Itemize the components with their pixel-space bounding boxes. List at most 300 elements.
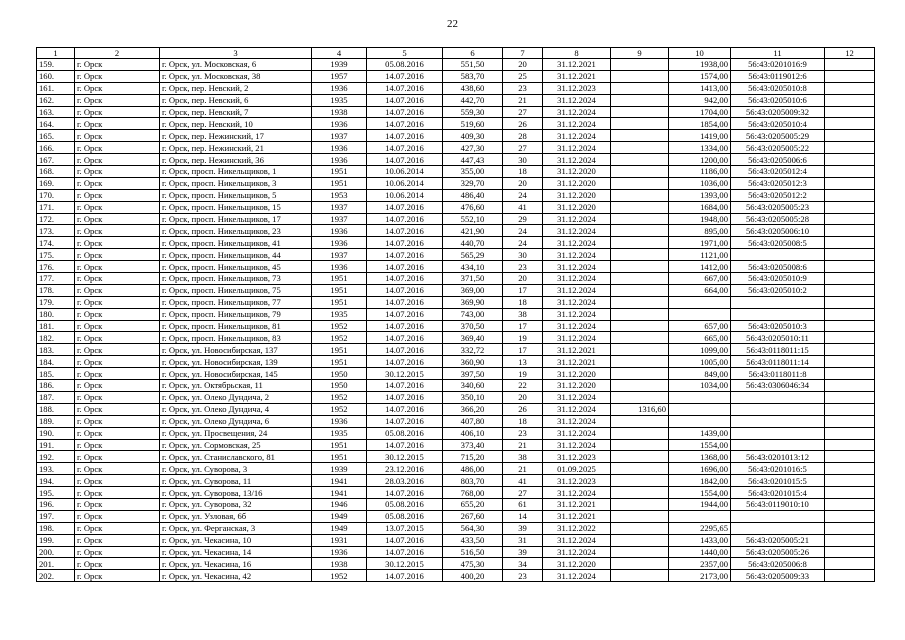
row-number-cell: 162.	[37, 94, 75, 106]
cadastral-number-cell: 56:43:0201015:4	[731, 487, 825, 499]
col-12-cell	[825, 308, 875, 320]
residents-cell: 20	[503, 177, 543, 189]
col-12-cell	[825, 225, 875, 237]
build-year-cell: 1937	[312, 201, 367, 213]
table-row	[37, 451, 875, 463]
col-9-cell	[611, 391, 669, 403]
date-cell: 14.07.2016	[367, 201, 443, 213]
deadline-cell: 31.12.2024	[543, 534, 611, 546]
address-cell: г. Орск, просп. Никельщиков, 41	[160, 237, 312, 249]
residents-cell: 27	[503, 142, 543, 154]
address-cell: г. Орск, ул. Новосибирская, 145	[160, 368, 312, 380]
address-cell: г. Орск, просп. Никельщиков, 73	[160, 273, 312, 285]
row-number-cell: 161.	[37, 82, 75, 94]
col-12-cell	[825, 284, 875, 296]
residents-cell: 39	[503, 546, 543, 558]
col-9-cell	[611, 487, 669, 499]
cost-cell: 1121,00	[669, 249, 731, 261]
locality-cell: г. Орск	[75, 510, 160, 522]
cost-cell	[669, 415, 731, 427]
row-number-cell: 193.	[37, 463, 75, 475]
column-header-6: 6	[443, 48, 503, 59]
residents-cell: 41	[503, 475, 543, 487]
residents-cell: 26	[503, 403, 543, 415]
cadastral-number-cell: 56:43:0118011:8	[731, 368, 825, 380]
area-cell: 373,40	[443, 439, 503, 451]
table-row	[37, 225, 875, 237]
col-9-cell	[611, 534, 669, 546]
table-row	[37, 166, 875, 178]
col-9-cell	[611, 94, 669, 106]
deadline-cell: 31.12.2024	[543, 154, 611, 166]
deadline-cell: 31.12.2020	[543, 166, 611, 178]
locality-cell: г. Орск	[75, 380, 160, 392]
page-number: 22	[447, 18, 458, 30]
deadline-cell: 31.12.2024	[543, 106, 611, 118]
col-9-cell	[611, 177, 669, 189]
locality-cell: г. Орск	[75, 427, 160, 439]
address-cell: г. Орск, ул. Чекасина, 42	[160, 570, 312, 582]
col-12-cell	[825, 118, 875, 130]
table-row	[37, 213, 875, 225]
col-12-cell	[825, 201, 875, 213]
row-number-cell: 187.	[37, 391, 75, 403]
col-12-cell	[825, 439, 875, 451]
cost-cell	[669, 296, 731, 308]
column-header-11: 11	[731, 48, 825, 59]
column-header-7: 7	[503, 48, 543, 59]
deadline-cell: 31.12.2021	[543, 498, 611, 510]
cost-cell: 1704,00	[669, 106, 731, 118]
cadastral-number-cell: 56:43:0205009:32	[731, 106, 825, 118]
col-9-cell	[611, 225, 669, 237]
col-12-cell	[825, 273, 875, 285]
date-cell: 05.08.2016	[367, 59, 443, 71]
row-number-cell: 195.	[37, 487, 75, 499]
col-12-cell	[825, 142, 875, 154]
build-year-cell: 1941	[312, 475, 367, 487]
cost-cell: 1419,00	[669, 130, 731, 142]
deadline-cell: 31.12.2024	[543, 403, 611, 415]
col-9-cell	[611, 70, 669, 82]
date-cell: 14.07.2016	[367, 308, 443, 320]
table-row	[37, 154, 875, 166]
date-cell: 05.08.2016	[367, 510, 443, 522]
residents-cell: 38	[503, 451, 543, 463]
date-cell: 14.07.2016	[367, 439, 443, 451]
deadline-cell: 31.12.2024	[543, 439, 611, 451]
cadastral-number-cell	[731, 439, 825, 451]
table-body	[37, 59, 875, 582]
cadastral-number-cell	[731, 510, 825, 522]
col-12-cell	[825, 237, 875, 249]
locality-cell: г. Орск	[75, 320, 160, 332]
row-number-cell: 200.	[37, 546, 75, 558]
locality-cell: г. Орск	[75, 189, 160, 201]
table-row	[37, 570, 875, 582]
col-9-cell	[611, 284, 669, 296]
area-cell: 369,40	[443, 332, 503, 344]
build-year-cell: 1949	[312, 510, 367, 522]
address-cell: г. Орск, ул. Чекасина, 10	[160, 534, 312, 546]
col-9-cell	[611, 82, 669, 94]
row-number-cell: 180.	[37, 308, 75, 320]
cost-cell: 1684,00	[669, 201, 731, 213]
col-12-cell	[825, 522, 875, 534]
cost-cell	[669, 308, 731, 320]
residents-cell: 28	[503, 130, 543, 142]
area-cell: 486,40	[443, 189, 503, 201]
date-cell: 14.07.2016	[367, 118, 443, 130]
table-row	[37, 356, 875, 368]
locality-cell: г. Орск	[75, 534, 160, 546]
build-year-cell: 1952	[312, 570, 367, 582]
column-header-9: 9	[611, 48, 669, 59]
locality-cell: г. Орск	[75, 213, 160, 225]
cadastral-number-cell: 56:43:0205008:6	[731, 261, 825, 273]
date-cell: 14.07.2016	[367, 273, 443, 285]
col-9-cell	[611, 522, 669, 534]
cost-cell: 1036,00	[669, 177, 731, 189]
col-12-cell	[825, 70, 875, 82]
column-header-1: 1	[37, 48, 75, 59]
area-cell: 475,30	[443, 558, 503, 570]
locality-cell: г. Орск	[75, 570, 160, 582]
col-9-cell	[611, 273, 669, 285]
area-cell: 397,50	[443, 368, 503, 380]
col-12-cell	[825, 368, 875, 380]
cost-cell: 1200,00	[669, 154, 731, 166]
locality-cell: г. Орск	[75, 344, 160, 356]
area-cell: 440,70	[443, 237, 503, 249]
build-year-cell: 1938	[312, 558, 367, 570]
date-cell: 14.07.2016	[367, 284, 443, 296]
address-cell: г. Орск, ул. Московская, 38	[160, 70, 312, 82]
date-cell: 14.07.2016	[367, 570, 443, 582]
cadastral-number-cell: 56:43:0205010:4	[731, 118, 825, 130]
residents-cell: 14	[503, 510, 543, 522]
address-cell: г. Орск, просп. Никельщиков, 45	[160, 261, 312, 273]
table-row	[37, 201, 875, 213]
table-row	[37, 177, 875, 189]
date-cell: 14.07.2016	[367, 487, 443, 499]
residents-cell: 17	[503, 284, 543, 296]
col-12-cell	[825, 261, 875, 273]
address-cell: г. Орск, пер. Невский, 6	[160, 94, 312, 106]
col-12-cell	[825, 498, 875, 510]
area-cell: 360,90	[443, 356, 503, 368]
date-cell: 23.12.2016	[367, 463, 443, 475]
row-number-cell: 175.	[37, 249, 75, 261]
deadline-cell: 31.12.2021	[543, 59, 611, 71]
residents-cell: 20	[503, 391, 543, 403]
residents-cell: 13	[503, 356, 543, 368]
deadline-cell: 31.12.2023	[543, 475, 611, 487]
col-12-cell	[825, 177, 875, 189]
build-year-cell: 1952	[312, 391, 367, 403]
address-cell: г. Орск, просп. Никельщиков, 83	[160, 332, 312, 344]
cadastral-number-cell: 56:43:0205010:9	[731, 273, 825, 285]
date-cell: 05.08.2016	[367, 498, 443, 510]
date-cell: 14.07.2016	[367, 249, 443, 261]
col-9-cell	[611, 463, 669, 475]
residents-cell: 21	[503, 439, 543, 451]
col-9-cell	[611, 130, 669, 142]
locality-cell: г. Орск	[75, 142, 160, 154]
area-cell: 551,50	[443, 59, 503, 71]
column-header-3: 3	[160, 48, 312, 59]
col-12-cell	[825, 451, 875, 463]
cadastral-number-cell	[731, 296, 825, 308]
cadastral-number-cell: 56:43:0118011:14	[731, 356, 825, 368]
cadastral-number-cell: 56:43:0201016:9	[731, 59, 825, 71]
residents-cell: 23	[503, 82, 543, 94]
address-cell: г. Орск, ул. Ферганская, 3	[160, 522, 312, 534]
cadastral-number-cell: 56:43:0205012:2	[731, 189, 825, 201]
residents-cell: 19	[503, 368, 543, 380]
column-header-12: 12	[825, 48, 875, 59]
table-row	[37, 380, 875, 392]
locality-cell: г. Орск	[75, 106, 160, 118]
deadline-cell: 31.12.2024	[543, 273, 611, 285]
table-row	[37, 332, 875, 344]
cadastral-number-cell	[731, 522, 825, 534]
area-cell: 438,60	[443, 82, 503, 94]
cadastral-number-cell: 56:43:0205006:10	[731, 225, 825, 237]
area-cell: 332,72	[443, 344, 503, 356]
col-12-cell	[825, 154, 875, 166]
area-cell: 519,60	[443, 118, 503, 130]
date-cell: 14.07.2016	[367, 380, 443, 392]
cost-cell: 1554,00	[669, 439, 731, 451]
cost-cell	[669, 403, 731, 415]
area-cell: 715,20	[443, 451, 503, 463]
build-year-cell: 1936	[312, 118, 367, 130]
table-row	[37, 261, 875, 273]
deadline-cell: 31.12.2024	[543, 249, 611, 261]
locality-cell: г. Орск	[75, 522, 160, 534]
cost-cell	[669, 510, 731, 522]
cadastral-number-cell: 56:43:0205005:26	[731, 546, 825, 558]
address-cell: г. Орск, ул. Олеко Дундича, 4	[160, 403, 312, 415]
address-cell: г. Орск, ул. Станиславского, 81	[160, 451, 312, 463]
date-cell: 14.07.2016	[367, 237, 443, 249]
column-header-10: 10	[669, 48, 731, 59]
locality-cell: г. Орск	[75, 558, 160, 570]
locality-cell: г. Орск	[75, 439, 160, 451]
cadastral-number-cell: 56:43:0205005:28	[731, 213, 825, 225]
col-9-cell	[611, 249, 669, 261]
area-cell: 486,00	[443, 463, 503, 475]
address-cell: г. Орск, пер. Нежинский, 17	[160, 130, 312, 142]
deadline-cell: 31.12.2024	[543, 320, 611, 332]
locality-cell: г. Орск	[75, 284, 160, 296]
row-number-cell: 202.	[37, 570, 75, 582]
col-9-cell	[611, 118, 669, 130]
date-cell: 14.07.2016	[367, 130, 443, 142]
area-cell: 442,70	[443, 94, 503, 106]
row-number-cell: 183.	[37, 344, 75, 356]
table-row	[37, 427, 875, 439]
area-cell: 565,29	[443, 249, 503, 261]
locality-cell: г. Орск	[75, 403, 160, 415]
locality-cell: г. Орск	[75, 225, 160, 237]
address-cell: г. Орск, просп. Никельщиков, 15	[160, 201, 312, 213]
build-year-cell: 1949	[312, 522, 367, 534]
deadline-cell: 31.12.2024	[543, 391, 611, 403]
build-year-cell: 1936	[312, 225, 367, 237]
residents-cell: 17	[503, 344, 543, 356]
cadastral-number-cell: 56:43:0205012:3	[731, 177, 825, 189]
area-cell: 516,50	[443, 546, 503, 558]
date-cell: 14.07.2016	[367, 82, 443, 94]
cadastral-number-cell: 56:43:0205005:23	[731, 201, 825, 213]
build-year-cell: 1953	[312, 189, 367, 201]
cost-cell: 2295,65	[669, 522, 731, 534]
col-12-cell	[825, 403, 875, 415]
deadline-cell: 31.12.2024	[543, 118, 611, 130]
residents-cell: 19	[503, 332, 543, 344]
date-cell: 28.03.2016	[367, 475, 443, 487]
residents-cell: 18	[503, 296, 543, 308]
deadline-cell: 31.12.2021	[543, 510, 611, 522]
address-cell: г. Орск, ул. Сормовская, 25	[160, 439, 312, 451]
col-12-cell	[825, 380, 875, 392]
address-cell: г. Орск, пер. Нежинский, 21	[160, 142, 312, 154]
deadline-cell: 31.12.2024	[543, 332, 611, 344]
address-cell: г. Орск, пер. Нежинский, 36	[160, 154, 312, 166]
table-row	[37, 510, 875, 522]
build-year-cell: 1936	[312, 415, 367, 427]
area-cell: 355,00	[443, 166, 503, 178]
address-cell: г. Орск, пер. Невский, 7	[160, 106, 312, 118]
row-number-cell: 198.	[37, 522, 75, 534]
build-year-cell: 1936	[312, 154, 367, 166]
col-12-cell	[825, 356, 875, 368]
row-number-cell: 182.	[37, 332, 75, 344]
column-header-2: 2	[75, 48, 160, 59]
row-number-cell: 170.	[37, 189, 75, 201]
residents-cell: 61	[503, 498, 543, 510]
col-9-cell	[611, 308, 669, 320]
build-year-cell: 1951	[312, 451, 367, 463]
row-number-cell: 199.	[37, 534, 75, 546]
deadline-cell: 31.12.2020	[543, 558, 611, 570]
area-cell: 447,43	[443, 154, 503, 166]
date-cell: 14.07.2016	[367, 70, 443, 82]
address-cell: г. Орск, ул. Чекасина, 16	[160, 558, 312, 570]
table-row	[37, 498, 875, 510]
residents-cell: 30	[503, 154, 543, 166]
deadline-cell: 31.12.2020	[543, 201, 611, 213]
address-cell: г. Орск, ул. Суворова, 11	[160, 475, 312, 487]
build-year-cell: 1951	[312, 284, 367, 296]
deadline-cell: 31.12.2021	[543, 70, 611, 82]
date-cell: 10.06.2014	[367, 166, 443, 178]
residents-cell: 38	[503, 308, 543, 320]
table-row	[37, 118, 875, 130]
locality-cell: г. Орск	[75, 118, 160, 130]
build-year-cell: 1950	[312, 380, 367, 392]
cadastral-number-cell: 56:43:0306046:34	[731, 380, 825, 392]
cost-cell: 664,00	[669, 284, 731, 296]
table-row	[37, 70, 875, 82]
area-cell: 366,20	[443, 403, 503, 415]
cadastral-number-cell: 56:43:0119012:6	[731, 70, 825, 82]
col-12-cell	[825, 106, 875, 118]
row-number-cell: 196.	[37, 498, 75, 510]
table-row	[37, 487, 875, 499]
deadline-cell: 31.12.2024	[543, 130, 611, 142]
table-row	[37, 368, 875, 380]
deadline-cell: 31.12.2024	[543, 570, 611, 582]
area-cell: 267,60	[443, 510, 503, 522]
table-row	[37, 403, 875, 415]
col-9-cell	[611, 142, 669, 154]
row-number-cell: 189.	[37, 415, 75, 427]
address-cell: г. Орск, ул. Новосибирская, 137	[160, 344, 312, 356]
col-12-cell	[825, 475, 875, 487]
address-cell: г. Орск, ул. Октябрьская, 11	[160, 380, 312, 392]
residents-cell: 30	[503, 249, 543, 261]
cadastral-number-cell: 56:43:0205005:21	[731, 534, 825, 546]
locality-cell: г. Орск	[75, 201, 160, 213]
row-number-cell: 168.	[37, 166, 75, 178]
locality-cell: г. Орск	[75, 356, 160, 368]
residents-cell: 18	[503, 415, 543, 427]
date-cell: 14.07.2016	[367, 415, 443, 427]
residents-cell: 31	[503, 534, 543, 546]
area-cell: 369,90	[443, 296, 503, 308]
build-year-cell: 1951	[312, 273, 367, 285]
residents-cell: 24	[503, 189, 543, 201]
residents-cell: 20	[503, 273, 543, 285]
cost-cell: 1948,00	[669, 213, 731, 225]
col-9-cell	[611, 296, 669, 308]
row-number-cell: 201.	[37, 558, 75, 570]
col-12-cell	[825, 427, 875, 439]
row-number-cell: 186.	[37, 380, 75, 392]
area-cell: 552,10	[443, 213, 503, 225]
area-cell: 427,30	[443, 142, 503, 154]
deadline-cell: 31.12.2023	[543, 82, 611, 94]
cadastral-number-cell: 56:43:0205012:4	[731, 166, 825, 178]
residents-cell: 25	[503, 70, 543, 82]
cadastral-number-cell	[731, 308, 825, 320]
cost-cell: 657,00	[669, 320, 731, 332]
area-cell: 340,60	[443, 380, 503, 392]
date-cell: 14.07.2016	[367, 106, 443, 118]
col-9-cell	[611, 59, 669, 71]
locality-cell: г. Орск	[75, 177, 160, 189]
area-cell: 434,10	[443, 261, 503, 273]
area-cell: 350,10	[443, 391, 503, 403]
deadline-cell: 31.12.2024	[543, 284, 611, 296]
row-number-cell: 190.	[37, 427, 75, 439]
address-cell: г. Орск, ул. Суворова, 3	[160, 463, 312, 475]
area-cell: 370,50	[443, 320, 503, 332]
table-row	[37, 82, 875, 94]
address-cell: г. Орск, ул. Узловая, 6б	[160, 510, 312, 522]
housing-register-table	[36, 47, 875, 582]
address-cell: г. Орск, просп. Никельщиков, 79	[160, 308, 312, 320]
col-9-cell	[611, 201, 669, 213]
cost-cell: 1696,00	[669, 463, 731, 475]
row-number-cell: 184.	[37, 356, 75, 368]
area-cell: 559,30	[443, 106, 503, 118]
build-year-cell: 1935	[312, 94, 367, 106]
col-12-cell	[825, 166, 875, 178]
